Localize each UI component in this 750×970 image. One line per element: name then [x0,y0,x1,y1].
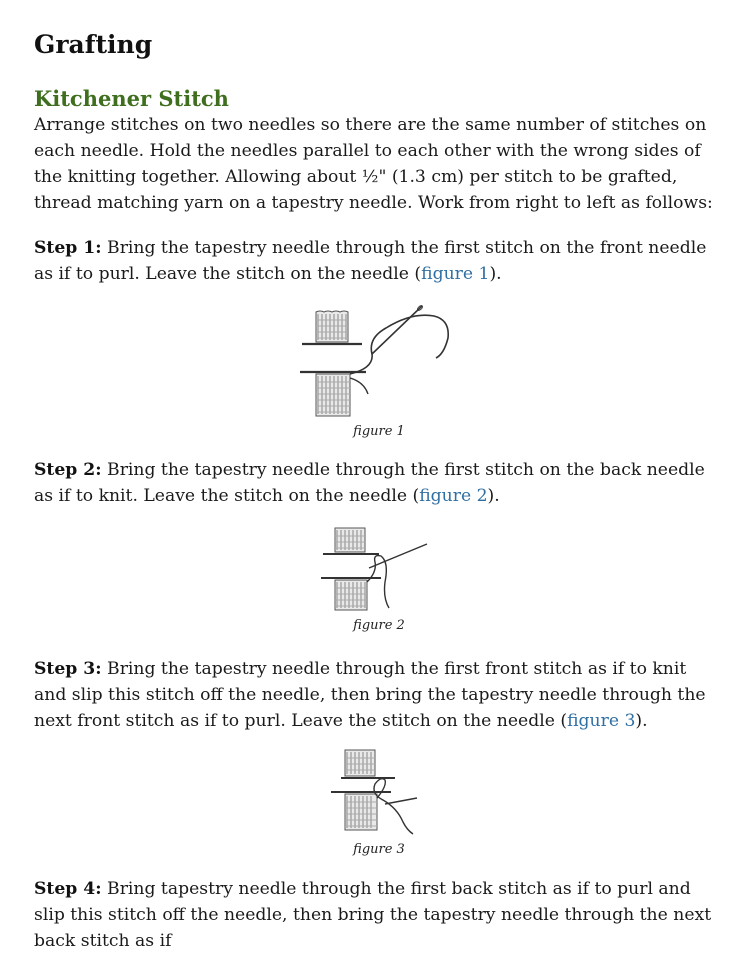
figure-2-link[interactable]: figure 2 [419,486,488,506]
step-2-label: Step 2: [34,460,102,480]
step-2 [34,457,724,509]
step-3-text: Bring the tapestry needle through the first front stitch as if to knit and slip this stitch off the needle, then bring the tapestry needle through the next front stitch as if to purl. Leave the stitch on the needle ( [34,659,706,731]
step-2-paragraph [34,457,724,509]
step-3 [34,656,724,734]
intro-text: Arrange stitches on two needles so there are the same number of stitches on each needle. Hold the needles parallel to each other with the wrong sides of the knitting together. Allowing about ½" (1.3 cm) per stitch to be grafted, thread matching yarn on a tapestry needle. Work from right to left as follows: [34,115,713,213]
figure-3 [34,746,724,857]
figure-1 [34,298,724,439]
figure-1-illustration [294,298,464,420]
step-1-end: ). [489,264,502,284]
page-title: Grafting [34,30,153,59]
figure-3-caption: figure 3 [353,842,405,857]
intro-paragraph [34,112,724,216]
step-1-paragraph [34,235,724,287]
figure-1-link[interactable]: figure 1 [421,264,490,284]
figure-2-caption: figure 2 [353,618,405,633]
figure-2-illustration [319,522,439,614]
step-4-paragraph [34,876,724,954]
step-2-end: ). [487,486,500,506]
step-4-label: Step 4: [34,879,102,899]
step-1 [34,235,724,287]
step-1-text: Bring the tapestry needle through the first stitch on the front needle as if to purl. Leave the stitch on the needle ( [34,238,707,284]
step-3-end: ). [635,711,648,731]
step-3-label: Step 3: [34,659,102,679]
step-2-text: Bring the tapestry needle through the first stitch on the back needle as if to knit. Leave the stitch on the needle ( [34,460,705,506]
figure-1-caption: figure 1 [353,424,405,439]
figure-3-link[interactable]: figure 3 [567,711,636,731]
step-4 [34,876,724,954]
figure-2 [34,522,724,633]
step-3-paragraph [34,656,724,734]
section-heading: Kitchener Stitch [34,86,229,111]
step-4-text: Bring tapestry needle through the first back stitch as if to purl and slip this stitch off the needle, then bring the tapestry needle through the next back stitch as if [34,879,712,951]
figure-3-illustration [331,746,427,838]
step-1-label: Step 1: [34,238,102,258]
